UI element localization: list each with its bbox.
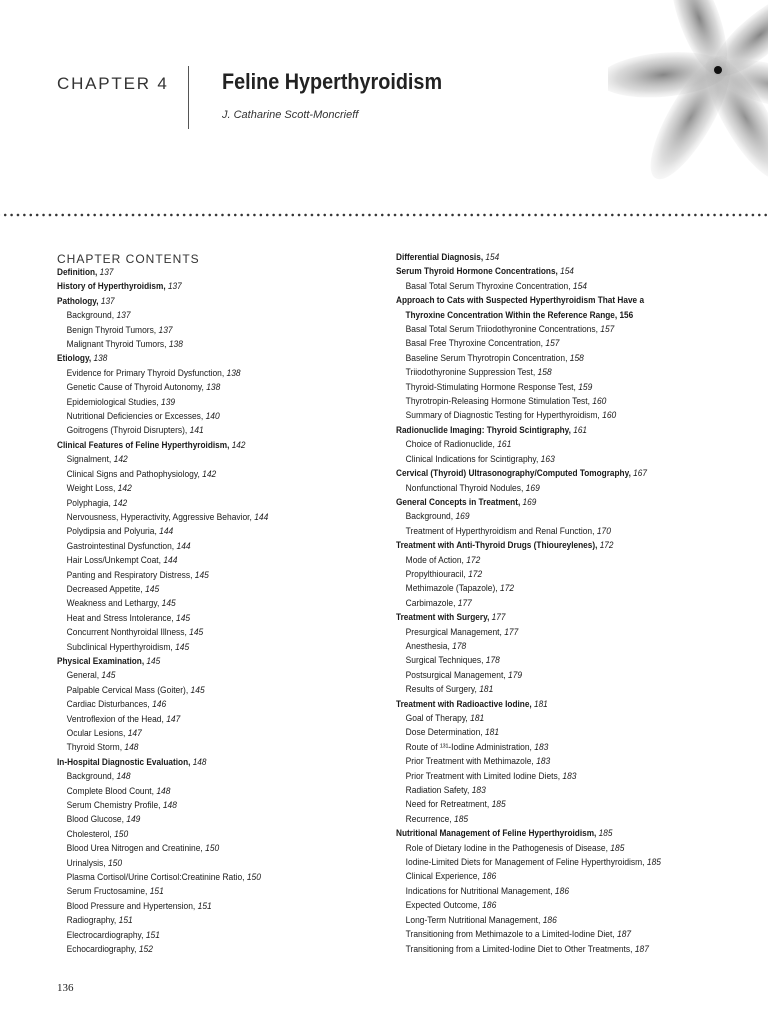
toc-entry-title: Blood Glucose, <box>66 814 124 826</box>
toc-entry-page: 183 <box>471 785 486 797</box>
toc-entry <box>396 438 661 452</box>
toc-entry-title: Hair Loss/Unkempt Coat, <box>66 555 161 567</box>
toc-entry-page: 177 <box>491 612 506 624</box>
toc-entry <box>57 367 268 381</box>
toc-entry-page: 142 <box>231 439 246 451</box>
toc-entry-page: 181 <box>484 727 500 739</box>
toc-entry-title: Propylthiouracil, <box>405 568 466 580</box>
toc-entry-title: Echocardiography, <box>66 944 137 956</box>
toc-entry-title: Results of Surgery, <box>405 684 477 696</box>
toc-entry <box>396 424 655 438</box>
toc-entry <box>396 726 661 740</box>
toc-entry <box>57 871 268 885</box>
toc-entry <box>57 352 264 366</box>
toc-entry-page: 172 <box>500 583 515 595</box>
toc-entry-title: Urinalysis, <box>66 857 106 869</box>
toc-entry <box>57 525 268 539</box>
toc-entry-title: Etiology, <box>57 353 92 365</box>
toc-entry <box>396 309 655 323</box>
toc-entry <box>396 928 661 942</box>
toc-entry-title: Dose Determination, <box>405 727 483 739</box>
toc-entry <box>57 669 268 683</box>
toc-entry-title: Cholesterol, <box>66 828 112 840</box>
toc-entry-page: 145 <box>101 670 116 682</box>
toc-entry-title: Decreased Appetite, <box>66 583 143 595</box>
toc-entry <box>396 698 655 712</box>
toc-entry-title: Treatment of Hyperthyroidism and Renal Function, <box>405 525 595 537</box>
toc-entry <box>396 597 661 611</box>
toc-entry <box>57 885 268 899</box>
page-number: 136 <box>57 982 74 994</box>
toc-entry-title: Weight Loss, <box>66 483 116 495</box>
toc-entry-title: Goitrogens (Thyroid Disrupters), <box>66 425 188 437</box>
toc-entry-page: 160 <box>592 396 607 408</box>
toc-entry <box>396 352 661 366</box>
dotted-separator <box>0 212 768 218</box>
toc-entry <box>396 467 655 481</box>
toc-entry-title: Treatment with Surgery, <box>396 612 490 624</box>
toc-entry-title: Thyroid-Stimulating Hormone Response Test, <box>405 381 576 393</box>
toc-entry <box>396 265 655 279</box>
toc-entry <box>396 770 661 784</box>
toc-entry-page: 161 <box>573 424 588 436</box>
toc-entry-page: 145 <box>161 598 176 610</box>
toc-entry-title: Transitioning from a Limited-Iodine Diet to Other Treatments, <box>405 943 633 955</box>
toc-entry <box>57 583 268 597</box>
toc-entry-title: Ventroflexion of the Head, <box>66 713 164 725</box>
toc-entry <box>396 626 661 640</box>
toc-entry-page: 145 <box>145 583 160 595</box>
toc-entry <box>396 755 661 769</box>
chapter-author: J. Catharine Scott-Moncrieff <box>222 109 359 121</box>
toc-entry-title: Presurgical Management, <box>405 626 502 638</box>
toc-entry <box>396 568 661 582</box>
toc-entry-title: Serum Chemistry Profile, <box>66 800 161 812</box>
toc-entry-title: Nutritional Deficiencies or Excesses, <box>66 411 204 423</box>
toc-entry-page: 181 <box>479 684 494 696</box>
toc-entry-page: 144 <box>159 526 174 538</box>
toc-entry-title: Complete Blood Count, <box>66 785 154 797</box>
chapter-title: Feline Hyperthyroidism <box>222 69 443 94</box>
toc-entry <box>396 366 661 380</box>
toc-entry-page: 148 <box>162 800 177 812</box>
toc-entry <box>57 424 268 438</box>
toc-entry <box>396 395 661 409</box>
contents-heading: CHAPTER CONTENTS <box>57 252 200 266</box>
toc-entry-page: 178 <box>452 640 467 652</box>
toc-entry <box>396 741 661 755</box>
toc-entry-page: 138 <box>168 339 183 351</box>
toc-entry-title: Anesthesia, <box>405 640 450 652</box>
toc-entry-page: 172 <box>466 554 481 566</box>
toc-entry <box>396 525 661 539</box>
toc-entry-title: Radionuclide Imaging: Thyroid Scintigraphy, <box>396 424 571 436</box>
toc-entry <box>57 698 268 712</box>
toc-entry-title: Choice of Radionuclide, <box>405 439 495 451</box>
toc-entry-title: Treatment with Anti-Thyroid Drugs (Thioureylenes), <box>396 540 598 552</box>
toc-entry-page: 158 <box>537 367 552 379</box>
toc-entry <box>57 324 268 338</box>
toc-entry-title: Palpable Cervical Mass (Goiter), <box>66 684 189 696</box>
toc-entry <box>57 684 268 698</box>
toc-entry-title: Treatment with Radioactive Iodine, <box>396 698 532 710</box>
toc-entry-page: 150 <box>114 828 129 840</box>
toc-entry-title: Nervousness, Hyperactivity, Aggressive Behavior, <box>66 511 252 523</box>
toc-entry <box>396 640 661 654</box>
toc-entry-page: 187 <box>634 943 649 955</box>
toc-entry-title: Blood Pressure and Hypertension, <box>66 900 196 912</box>
toc-entry <box>57 468 268 482</box>
toc-entry <box>396 798 661 812</box>
toc-entry-page: 142 <box>117 483 132 495</box>
toc-entry <box>396 856 661 870</box>
toc-entry-title: Polyphagia, <box>66 497 111 509</box>
toc-entry-page: 149 <box>126 814 141 826</box>
toc-entry-page: 141 <box>189 425 204 437</box>
toc-entry-title: Expected Outcome, <box>405 900 480 912</box>
toc-entry <box>396 827 655 841</box>
toc-entry-page: 186 <box>542 914 557 926</box>
toc-entry <box>57 655 264 669</box>
toc-entry <box>396 870 661 884</box>
toc-entry-title: Cardiac Disturbances, <box>66 699 150 711</box>
toc-entry-page: 177 <box>457 597 472 609</box>
toc-entry <box>396 813 661 827</box>
toc-entry-page: 144 <box>163 555 178 567</box>
toc-entry-title: Pathology, <box>57 295 99 307</box>
toc-entry <box>57 741 268 755</box>
toc-entry-page: 157 <box>600 324 615 336</box>
toc-entry-page: 137 <box>167 281 182 293</box>
toc-entry-page: 145 <box>176 612 191 624</box>
toc-entry-title: Transitioning from Methimazole to a Limited-Iodine Diet, <box>405 929 615 941</box>
toc-entry <box>57 727 268 741</box>
toc-entry-title: Benign Thyroid Tumors, <box>66 324 157 336</box>
toc-entry-title: Approach to Cats with Suspected Hyperthyroidism That Have a <box>396 295 645 307</box>
toc-entry <box>396 842 661 856</box>
toc-entry <box>57 597 268 611</box>
toc-entry <box>57 280 264 294</box>
toc-entry-title: Blood Urea Nitrogen and Creatinine, <box>66 843 203 855</box>
toc-entry <box>396 453 661 467</box>
toc-entry-title: Definition, <box>57 267 98 278</box>
toc-entry-page: 169 <box>525 482 540 494</box>
toc-entry <box>57 396 268 410</box>
toc-entry <box>396 683 661 697</box>
toc-entry-title: Nutritional Management of Feline Hyperthyroidism, <box>396 828 597 840</box>
toc-entry <box>57 338 268 352</box>
toc-entry-page: 169 <box>522 496 537 508</box>
toc-entry <box>396 337 661 351</box>
header-divider <box>188 66 189 129</box>
toc-entry <box>396 496 655 510</box>
toc-entry-page: 138 <box>206 382 221 394</box>
toc-entry <box>396 712 661 726</box>
decorative-petal-graphic <box>608 0 768 210</box>
toc-entry-title: Physical Examination, <box>57 655 145 667</box>
contents-column-left <box>57 266 297 958</box>
toc-entry-page: 150 <box>246 872 261 884</box>
toc-entry-page: 147 <box>127 728 142 739</box>
toc-entry-title: Carbimazole, <box>405 597 456 609</box>
toc-entry <box>396 582 661 596</box>
toc-entry <box>57 381 268 395</box>
toc-entry-page: 183 <box>562 770 577 782</box>
toc-entry <box>396 554 661 568</box>
toc-entry <box>396 784 661 798</box>
toc-entry <box>57 857 268 871</box>
toc-entry-title: In-Hospital Diagnostic Evaluation, <box>57 756 191 768</box>
toc-entry <box>396 943 661 957</box>
toc-entry-page: 137 <box>116 310 131 322</box>
toc-entry-title: Mode of Action, <box>405 554 464 566</box>
toc-entry-page: 178 <box>485 655 500 667</box>
toc-entry-page: 186 <box>482 900 497 912</box>
toc-entry-page: 183 <box>534 741 549 753</box>
toc-entry-title: Weakness and Lethargy, <box>66 598 160 610</box>
toc-entry <box>57 828 268 842</box>
toc-entry-page: 187 <box>617 929 632 941</box>
toc-entry-page: 185 <box>646 857 661 869</box>
toc-entry-title: Electrocardiography, <box>66 929 144 941</box>
toc-entry-title: Nonfunctional Thyroid Nodules, <box>405 482 524 494</box>
toc-entry-title: Summary of Diagnostic Testing for Hyperthyroidism, <box>405 410 600 422</box>
toc-entry-page: 159 <box>578 381 593 393</box>
toc-entry-page: 137 <box>99 267 114 278</box>
toc-entry-page: 186 <box>482 871 497 883</box>
toc-entry-title: Gastrointestinal Dysfunction, <box>66 540 175 552</box>
toc-entry <box>57 626 268 640</box>
toc-entry-page: 151 <box>149 886 164 898</box>
toc-entry-page: 151 <box>197 900 212 912</box>
toc-entry-title: Malignant Thyroid Tumors, <box>66 339 167 351</box>
toc-entry <box>396 323 661 337</box>
toc-entry-page: 183 <box>536 756 551 768</box>
toc-entry-title: Radiation Safety, <box>405 785 470 797</box>
toc-entry <box>396 899 661 913</box>
toc-entry-page: 146 <box>152 699 167 711</box>
toc-entry-page: 140 <box>205 411 220 423</box>
toc-entry-title: Plasma Cortisol/Urine Cortisol:Creatinine Ratio, <box>66 872 245 884</box>
toc-entry <box>57 799 268 813</box>
toc-entry-title: Basal Free Thyroxine Concentration, <box>405 338 544 350</box>
toc-entry-title: Polydipsia and Polyuria, <box>66 526 157 538</box>
toc-entry <box>396 294 655 308</box>
toc-entry-page: 154 <box>572 280 588 292</box>
toc-entry-page: 137 <box>158 324 173 336</box>
toc-entry-page: 172 <box>599 540 614 552</box>
toc-entry-title: Clinical Indications for Scintigraphy, <box>405 453 539 465</box>
toc-entry-page: 154 <box>485 252 500 263</box>
toc-entry <box>396 510 661 524</box>
toc-entry-title: History of Hyperthyroidism, <box>57 281 166 293</box>
toc-entry-title: Signalment, <box>66 454 112 466</box>
toc-entry-title: General Concepts in Treatment, <box>396 496 521 508</box>
toc-entry <box>396 482 661 496</box>
toc-entry-page: 181 <box>534 698 548 710</box>
toc-entry-page: 145 <box>175 641 190 653</box>
toc-entry-page: 145 <box>194 569 209 581</box>
toc-entry <box>396 539 655 553</box>
toc-entry-title: Clinical Experience, <box>405 871 480 883</box>
toc-entry-title: Thyroid Storm, <box>66 742 123 754</box>
toc-entry-page: 169 <box>455 511 470 523</box>
toc-entry-page: 148 <box>124 742 139 754</box>
toc-entry-title: Baseline Serum Thyrotropin Concentration, <box>405 352 568 364</box>
toc-entry <box>396 914 661 928</box>
toc-entry <box>57 511 268 525</box>
toc-entry-page: 160 <box>602 410 617 422</box>
toc-entry-title: Prior Treatment with Limited Iodine Diets, <box>405 770 561 782</box>
toc-entry-page: 177 <box>504 626 519 638</box>
toc-entry-page: 181 <box>470 713 485 724</box>
toc-entry-title: Panting and Respiratory Distress, <box>66 569 193 581</box>
toc-entry-title: Iodine-Limited Diets for Management of Feline Hyperthyroidism, <box>405 857 645 869</box>
toc-entry-page: 148 <box>192 756 207 768</box>
toc-entry <box>57 309 268 323</box>
toc-entry-title: Ocular Lesions, <box>66 728 126 739</box>
toc-entry <box>396 409 661 423</box>
toc-entry <box>396 885 661 899</box>
toc-entry-title: Serum Fructosamine, <box>66 886 148 898</box>
toc-entry-title: Clinical Features of Feline Hyperthyroidism, <box>57 439 230 451</box>
toc-entry-page: 139 <box>161 396 176 408</box>
toc-entry-page: 147 <box>166 713 181 725</box>
toc-entry-page: 145 <box>146 655 161 667</box>
toc-entry-title: Triiodothyronine Suppression Test, <box>405 367 536 379</box>
toc-entry-page: 185 <box>598 828 613 840</box>
toc-entry-page: 148 <box>156 785 171 797</box>
toc-entry-title: Clinical Signs and Pathophysiology, <box>66 468 200 480</box>
toc-entry-page: 161 <box>497 439 512 451</box>
toc-entry <box>57 943 268 957</box>
toc-entry <box>396 654 661 668</box>
toc-entry-title: Postsurgical Management, <box>405 669 506 681</box>
toc-entry-page: 144 <box>254 511 269 523</box>
toc-entry-page: 142 <box>113 497 128 509</box>
toc-entry <box>57 540 268 554</box>
toc-entry-title: Evidence for Primary Thyroid Dysfunction, <box>66 367 225 379</box>
toc-entry-title: Thyroxine Concentration Within the Reference Range, 156 <box>405 309 634 321</box>
toc-entry-title: Basal Total Serum Thyroxine Concentration, <box>405 280 571 292</box>
toc-entry <box>57 612 268 626</box>
toc-entry-page: 145 <box>190 684 205 696</box>
toc-entry-page: 167 <box>633 468 647 480</box>
toc-entry-page: 145 <box>189 627 204 639</box>
toc-entry <box>396 669 661 683</box>
toc-entry <box>57 756 264 770</box>
toc-entry <box>57 266 264 280</box>
toc-entry-title: Background, <box>405 511 454 523</box>
toc-entry <box>57 900 268 914</box>
toc-entry-title: Subclinical Hyperthyroidism, <box>66 641 173 653</box>
toc-entry-title: Recurrence, <box>405 813 452 825</box>
toc-entry-title: Differential Diagnosis, <box>396 252 484 263</box>
toc-entry <box>57 482 268 496</box>
toc-entry <box>57 785 268 799</box>
toc-entry-page: 138 <box>93 353 108 365</box>
contents-column-right <box>396 251 697 957</box>
toc-entry <box>57 295 264 309</box>
toc-entry <box>57 569 268 583</box>
toc-entry-page: 142 <box>202 468 217 480</box>
toc-entry-title: Epidemiological Studies, <box>66 396 159 408</box>
toc-entry-page: 185 <box>491 799 506 811</box>
toc-entry-page: 179 <box>507 669 523 681</box>
toc-entry-page: 170 <box>596 525 611 537</box>
toc-entry <box>57 929 268 943</box>
toc-entry <box>57 770 268 784</box>
toc-entry <box>396 251 655 265</box>
toc-entry <box>57 410 268 424</box>
toc-entry-page: 163 <box>540 453 555 465</box>
toc-entry-title: Background, <box>66 310 115 322</box>
toc-entry-page: 150 <box>107 857 123 869</box>
toc-entry-page: 186 <box>554 885 570 897</box>
toc-entry-title: Prior Treatment with Methimazole, <box>405 756 534 768</box>
toc-entry-title: Indications for Nutritional Management, <box>405 885 553 897</box>
toc-entry-page: 172 <box>468 568 483 580</box>
toc-entry-title: Long-Term Nutritional Management, <box>405 914 541 926</box>
toc-entry-title: Thyrotropin-Releasing Hormone Stimulation Test, <box>405 396 590 408</box>
toc-entry-title: Background, <box>66 771 115 783</box>
toc-entry-title: Goal of Therapy, <box>405 713 468 724</box>
toc-entry <box>57 554 268 568</box>
toc-entry <box>57 842 268 856</box>
toc-entry-page: 151 <box>118 915 133 927</box>
toc-entry-page: 185 <box>454 813 469 825</box>
toc-entry-title: Concurrent Nonthyroidal Illness, <box>66 627 187 639</box>
toc-entry-page: 138 <box>226 367 241 379</box>
toc-entry-title: Role of Dietary Iodine in the Pathogenesis of Disease, <box>405 842 608 854</box>
toc-entry <box>57 713 268 727</box>
toc-entry-title: Serum Thyroid Hormone Concentrations, <box>396 266 558 278</box>
toc-entry-title: Genetic Cause of Thyroid Autonomy, <box>66 382 204 394</box>
toc-entry <box>57 641 268 655</box>
toc-entry-title: Basal Total Serum Triiodothyronine Concentrations, <box>405 324 598 336</box>
chapter-label: CHAPTER 4 <box>57 74 169 93</box>
toc-entry-page: 144 <box>176 540 191 552</box>
toc-entry-page: 142 <box>113 454 128 466</box>
toc-entry-title: Need for Retreatment, <box>405 799 490 811</box>
toc-entry-title: Methimazole (Tapazole), <box>405 583 498 595</box>
toc-entry-page: 148 <box>116 771 131 783</box>
toc-entry <box>396 381 661 395</box>
toc-entry-page: 151 <box>145 929 160 941</box>
toc-entry-title: General, <box>66 670 100 682</box>
toc-entry-page: 137 <box>100 295 115 307</box>
toc-entry-page: 152 <box>138 944 153 956</box>
toc-entry-title: Radiography, <box>66 915 117 927</box>
toc-entry-page: 154 <box>560 266 574 278</box>
toc-entry-title: Heat and Stress Intolerance, <box>66 612 174 624</box>
toc-entry-title: Route of ¹³¹-Iodine Administration, <box>405 741 532 753</box>
toc-entry-page: 150 <box>205 843 220 855</box>
toc-entry-page: 158 <box>569 352 584 364</box>
toc-entry <box>57 453 268 467</box>
toc-entry <box>57 439 264 453</box>
toc-entry <box>57 813 268 827</box>
toc-entry <box>396 611 655 625</box>
toc-entry <box>396 280 661 294</box>
toc-entry-title: Surgical Techniques, <box>405 655 484 667</box>
toc-entry-page: 157 <box>545 338 560 350</box>
toc-entry-title: Cervical (Thyroid) Ultrasonography/Computed Tomography, <box>396 468 631 480</box>
toc-entry <box>57 914 268 928</box>
toc-entry <box>57 497 268 511</box>
toc-entry-page: 185 <box>610 842 625 854</box>
